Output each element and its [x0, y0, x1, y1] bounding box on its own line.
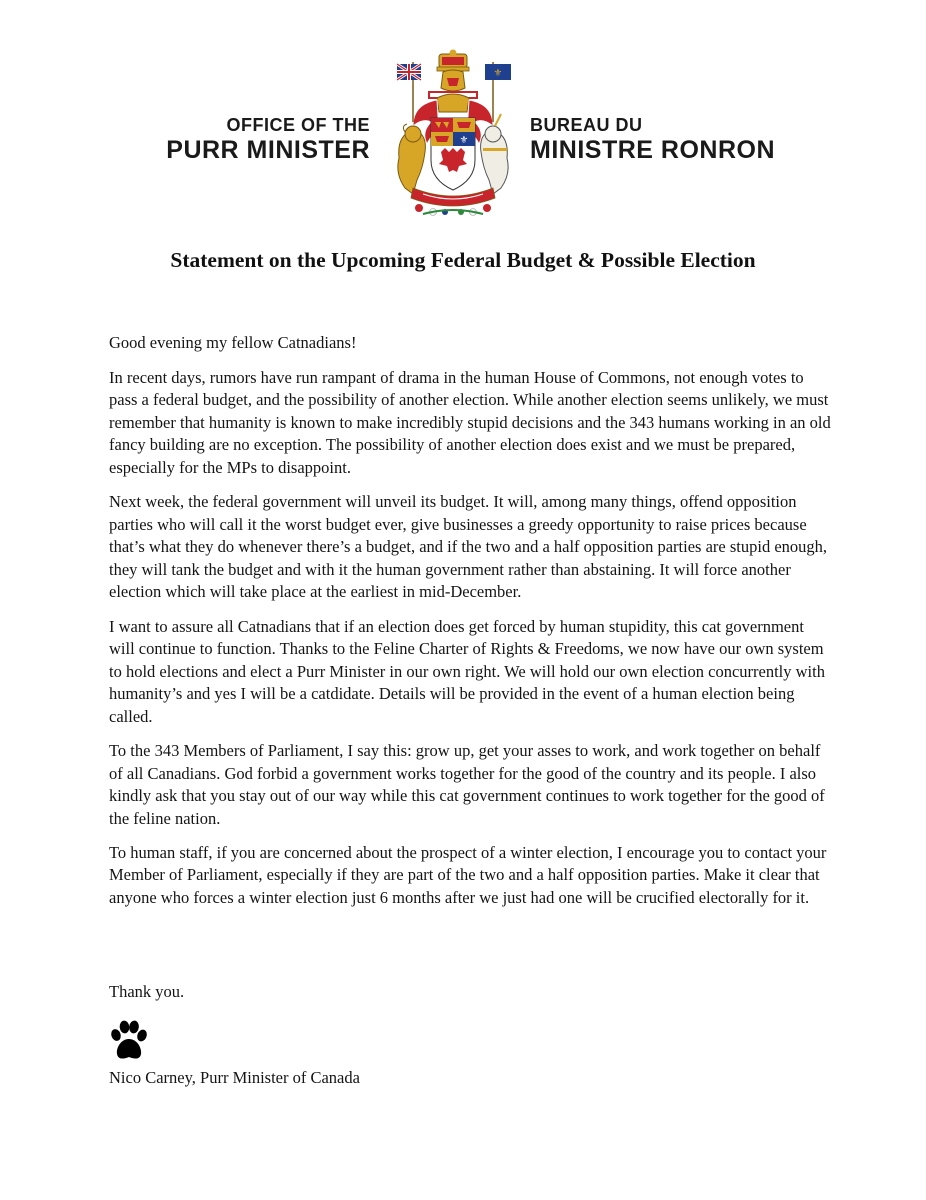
paragraph: In recent days, rumors have run rampant of drama in the human House of Commons, not enough votes to pass a federal budget, and the possibility of another election. While another election seems unlikely, we must remember that humanity is known to make incredibly stupid decisions and the 343 humans working in an old fancy building are no exception. The possibility of another election does exist and we must be prepared, especially for the MPs to disappoint.	[109, 367, 831, 477]
letterhead-fr-line2: MINISTRE RONRON	[530, 136, 775, 164]
letterhead	[0, 48, 926, 218]
letterhead-fr-line1: BUREAU DU	[530, 115, 643, 135]
crown-icon	[437, 50, 469, 72]
letterhead-en-line2: PURR MINISTER	[166, 136, 370, 164]
paragraph: Next week, the federal government will unveil its budget. It will, among many things, offend opposition parties who will call it the worst budget ever, give businesses a greedy opportunity to raise prices because that’s what they do whenever there’s a budget, and if the two and a half opposition parties are stupid enough, they will tank the budget and with it the human government rather than abstaining. It will force another election which will take place at the earliest in mid-December.	[109, 492, 828, 602]
closing: Thank you.	[109, 982, 185, 1001]
paragraph: To human staff, if you are concerned about the prospect of a winter election, I encourage you to contact your Member of Parliament, especially if they are part of the two and a half opposition parties. Make it clear that anyone who forces a winter election just 6 months after we just had one will be crucified electorally for it.	[109, 842, 827, 908]
signature: Nico Carney, Purr Minister of Canada	[109, 1068, 360, 1087]
coat-of-arms-icon	[383, 48, 523, 218]
document-title: Statement on the Upcoming Federal Budget & Possible Election	[170, 248, 756, 272]
document-body	[109, 332, 831, 921]
paragraph: To the 343 Members of Parliament, I say this: grow up, get your asses to work, and work together on behalf of all Canadians. God forbid a government works together for the good of the country and its people. I also kindly ask that you stay out of our way while this cat government continues to work together for the good of the feline nation.	[109, 741, 825, 828]
letterhead-french	[530, 114, 775, 164]
svg-text:⚜: ⚜	[459, 135, 469, 146]
svg-text:⚜: ⚜	[493, 68, 503, 79]
greeting: Good evening my fellow Catnadians!	[109, 333, 357, 352]
letterhead-english	[166, 114, 370, 164]
paw-print-icon	[108, 1020, 150, 1062]
letterhead-en-line1: OFFICE OF THE	[226, 115, 370, 135]
paragraph: I want to assure all Catnadians that if an election does get forced by human stupidity, this cat government will continue to function. Thanks to the Feline Charter of Rights & Freedoms, we now have our own system to hold elections and elect a Purr Minister in our own right. We will hold our own election concurrently with humanity’s and yes I will be a catdidate. Details will be provided in the event of a human election being called.	[109, 616, 825, 726]
